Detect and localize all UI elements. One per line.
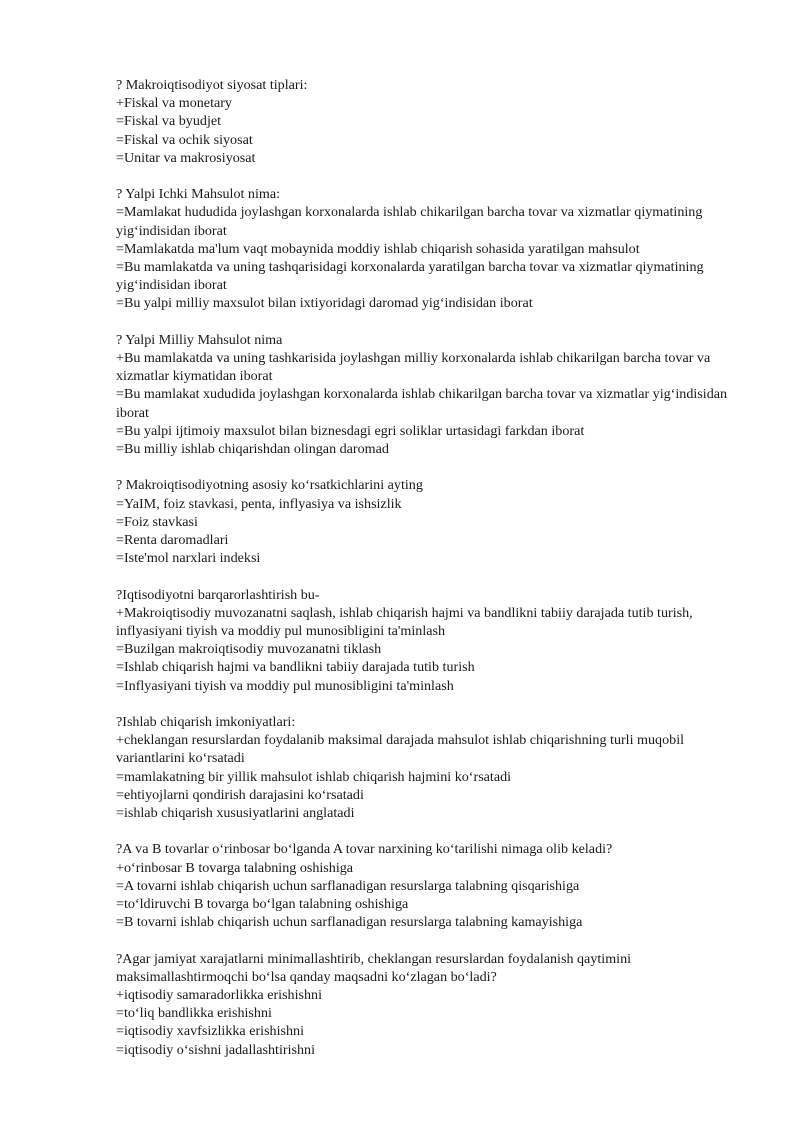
answer-option: =iqtisodiy xavfsizlikka erishishni [116, 1023, 305, 1040]
answer-option: =to‘ldiruvchi B tovarga bo‘lgan talabning oshishiga [116, 896, 409, 913]
answer-option: =Fiskal va byudjet [116, 113, 222, 130]
answer-option: =to‘liq bandlikka erishishni [116, 1005, 272, 1022]
answer-option: =ehtiyojlarni qondirish darajasini ko‘rsatadi [116, 786, 364, 803]
question-text: ?Ishlab chiqarish imkoniyatlari: [116, 714, 296, 731]
question-text: ? Makroiqtisodiyotning asosiy ko‘rsatkichlarini ayting [116, 477, 423, 494]
question-text: ? Yalpi Milliy Mahsulot nima [116, 331, 283, 348]
answer-option: =Bu mamlakat xududida joylashgan korxonalarda ishlab chikarilgan barcha tovar va xizmatlar yig‘indisidan iborat [116, 386, 728, 421]
answer-option: =A tovarni ishlab chiqarish uchun sarflanadigan resurslarga talabning qisqarishiga [116, 877, 580, 894]
answer-option: =ishlab chiqarish xususiyatlarini anglatadi [116, 805, 355, 822]
answer-option: =Bu yalpi milliy maxsulot bilan ixtiyoridagi daromad yig‘indisidan iborat [116, 295, 533, 312]
answer-option: =Foiz stavkasi [116, 513, 198, 530]
answer-option: +cheklangan resurslardan foydalanib maksimal darajada mahsulot ishlab chiqarishning turli muqobil variantlarini ko‘rsatadi [116, 732, 685, 767]
answer-option: =Fiskal va ochik siyosat [116, 131, 253, 148]
question-text: ?Agar jamiyat xarajatlarni minimallashtirib, cheklangan resurslardan foydalanish qaytimini maksimallashtirmoqchi bo‘lsa qanday maqsadni ko‘zlagan bo‘ladi? [116, 950, 632, 985]
question-block [116, 840, 748, 931]
answer-option: =Ishlab chiqarish hajmi va bandlikni tabiiy darajada tutib turish [116, 659, 475, 676]
question-block [116, 76, 748, 167]
answer-option: +Fiskal va monetary [116, 95, 232, 112]
question-block [116, 476, 748, 567]
question-block [116, 331, 748, 458]
answer-option: =Buzilgan makroiqtisodiy muvozanatni tiklash [116, 641, 382, 658]
question-block [116, 713, 748, 822]
question-block [116, 586, 748, 695]
question-text: ? Makroiqtisodiyot siyosat tiplari: [116, 77, 308, 93]
answer-option: +Bu mamlakatda va uning tashkarisida joylashgan milliy korxonalarda ishlab chikarilgan barcha tovar va xizmatlar kiymatidan iborat [116, 350, 711, 385]
question-text: ?Iqtisodiyotni barqarorlashtirish bu- [116, 586, 320, 603]
answer-option: +Makroiqtisodiy muvozanatni saqlash, ishlab chiqarish hajmi va bandlikni tabiiy darajada tutib turish, inflyasiyani tiyish va moddiy pul munosibligini ta'minlash [116, 604, 693, 640]
answer-option: =Mamlakat hududida joylashgan korxonalarda ishlab chikarilgan barcha tovar va xizmatlar qiymatining yig‘indisidan iborat [116, 204, 703, 239]
answer-option: =Iste'mol narxlari indeksi [116, 550, 261, 567]
answer-option: =mamlakatning bir yillik mahsulot ishlab chiqarish hajmini ko‘rsatadi [116, 768, 512, 785]
answer-option: +o‘rinbosar B tovarga talabning oshishiga [116, 859, 354, 876]
question-text: ? Yalpi Ichki Mahsulot nima: [116, 186, 281, 203]
answer-option: =B tovarni ishlab chiqarish uchun sarflanadigan resurslarga talabning kamayishiga [116, 914, 583, 931]
answer-option: =Bu yalpi ijtimoiy maxsulot bilan biznesdagi egri soliklar urtasidagi farkdan iborat [116, 422, 585, 439]
answer-option: =Mamlakatda ma'lum vaqt mobaynida moddiy ishlab chiqarish sohasida yaratilgan mahsulot [116, 240, 640, 257]
answer-option: =Bu mamlakatda va uning tashqarisidagi korxonalarda yaratilgan barcha tovar va xizmatlar qiymatining yig‘indisidan iborat [116, 259, 704, 294]
answer-option: =iqtisodiy o‘sishni jadallashtirishni [116, 1041, 315, 1058]
answer-option: =Inflyasiyani tiyish va moddiy pul munosibligini ta'minlash [116, 677, 454, 694]
question-text: ?A va B tovarlar o‘rinbosar bo‘lganda A tovar narxining ko‘tarilishi nimaga olib keladi? [116, 841, 613, 858]
answer-option: =YaIM, foiz stavkasi, penta, inflyasiya va ishsizlik [116, 495, 402, 512]
answer-option: +iqtisodiy samaradorlikka erishishni [116, 987, 323, 1004]
answer-option: =Bu milliy ishlab chiqarishdan olingan daromad [116, 441, 389, 458]
answer-option: =Renta daromadlari [116, 532, 229, 549]
answer-option: =Unitar va makrosiyosat [116, 149, 256, 166]
question-block [116, 950, 748, 1059]
document-page [116, 76, 748, 1077]
question-block [116, 185, 748, 312]
